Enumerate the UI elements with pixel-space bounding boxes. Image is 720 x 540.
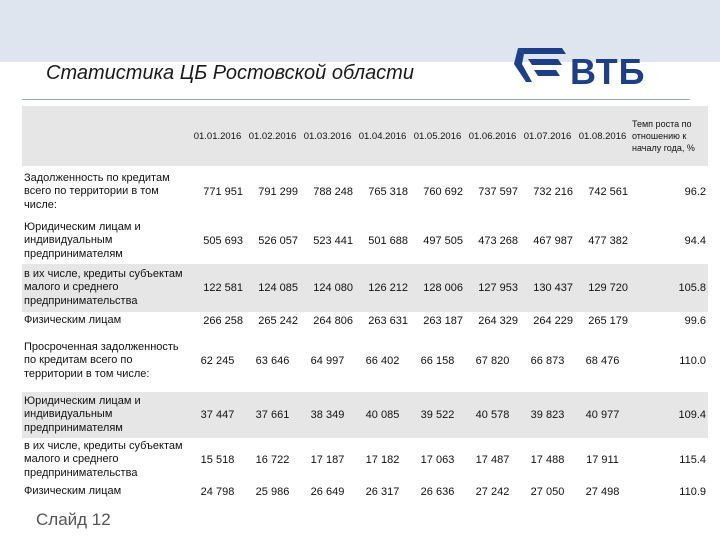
cell-value: 523 441 [313, 235, 353, 247]
cell-value: 62 245 [200, 355, 235, 367]
cell-value: 24 798 [200, 486, 235, 498]
cell-value: 27 498 [585, 486, 620, 498]
column-header: 01.03.2016 [300, 106, 355, 166]
cell-value: 732 216 [533, 186, 573, 198]
cell-value: 124 085 [245, 264, 300, 312]
growth-value: 110.0 [679, 355, 706, 367]
cell-value: 16 722 [255, 454, 290, 466]
table-row [22, 330, 708, 392]
cell-value: 737 597 [478, 186, 518, 198]
growth-value: 115.4 [679, 454, 706, 466]
cell-value: 126 212 [355, 264, 410, 312]
cell-value: 501 688 [368, 235, 408, 247]
cell-value: 477 382 [588, 235, 628, 247]
cell-value: 17 063 [420, 454, 455, 466]
cell-value: 264 229 [533, 315, 573, 327]
cell-value: 127 953 [465, 264, 520, 312]
cell-value: 26 649 [310, 486, 345, 498]
table-row [22, 392, 708, 438]
cell-value: 26 636 [420, 486, 455, 498]
cell-value: 505 693 [203, 235, 243, 247]
growth-value: 110.9 [679, 486, 706, 498]
cell-value: 130 437 [520, 264, 575, 312]
cell-value: 17 187 [310, 454, 345, 466]
cell-value: 40 578 [465, 392, 520, 438]
cell-value: 15 518 [200, 454, 235, 466]
cell-value: 497 505 [423, 235, 463, 247]
cell-value: 37 447 [190, 392, 245, 438]
table-row [22, 312, 708, 330]
growth-value: 109.4 [630, 392, 708, 438]
table-row [22, 482, 708, 502]
row-label: Юридическим лицам и индивидуальным предпринимателям [22, 392, 190, 438]
cell-value: 40 085 [355, 392, 410, 438]
cell-value: 26 317 [365, 486, 400, 498]
growth-value: 96.2 [684, 186, 706, 198]
slide-number: Слайд 12 [36, 510, 111, 529]
cell-value: 67 820 [475, 355, 510, 367]
cell-value: 122 581 [190, 264, 245, 312]
table-header-row [22, 106, 708, 166]
cell-value: 788 248 [313, 186, 353, 198]
cell-value: 39 522 [410, 392, 465, 438]
cell-value: 17 487 [475, 454, 510, 466]
cell-value: 765 318 [368, 186, 408, 198]
cell-value: 128 006 [410, 264, 465, 312]
row-label: в их числе, кредиты субъектам малого и среднего предпринимательства [22, 264, 190, 312]
vtb-logo [512, 44, 646, 96]
cell-value: 265 179 [588, 315, 628, 327]
table-row [22, 166, 708, 218]
vtb-logo-text: ВТБ [570, 51, 646, 92]
cell-value: 742 561 [588, 186, 628, 198]
column-header: 01.04.2016 [355, 106, 410, 166]
cell-value: 37 661 [245, 392, 300, 438]
cell-value: 526 057 [258, 235, 298, 247]
cell-value: 63 646 [255, 355, 290, 367]
cell-value: 760 692 [423, 186, 463, 198]
cell-value: 473 268 [478, 235, 518, 247]
cell-value: 39 823 [520, 392, 575, 438]
cell-value: 17 488 [530, 454, 565, 466]
label-header [22, 106, 190, 166]
cell-value: 17 182 [365, 454, 400, 466]
column-header: 01.08.2016 [575, 106, 630, 166]
cell-value: 264 329 [478, 315, 518, 327]
cell-value: 66 158 [420, 355, 455, 367]
growth-value: 94.4 [684, 235, 706, 247]
growth-value: 105.8 [630, 264, 708, 312]
row-label: в их числе, кредиты субъектам малого и среднего предпринимательства [24, 439, 183, 479]
cell-value: 66 402 [365, 355, 400, 367]
column-header: 01.05.2016 [410, 106, 465, 166]
slide-title: Статистика ЦБ Ростовской области [46, 62, 414, 84]
cell-value: 124 080 [300, 264, 355, 312]
cell-value: 27 242 [475, 486, 510, 498]
cell-value: 264 806 [313, 315, 353, 327]
cell-value: 129 720 [575, 264, 630, 312]
cell-value: 771 951 [203, 186, 243, 198]
column-header: 01.07.2016 [520, 106, 575, 166]
cell-value: 265 242 [258, 315, 298, 327]
header-rule [22, 99, 690, 100]
cell-value: 25 986 [255, 486, 290, 498]
cell-value: 263 187 [423, 315, 463, 327]
table-row [22, 438, 708, 482]
column-header: 01.06.2016 [465, 106, 520, 166]
table-row [22, 218, 708, 264]
cell-value: 66 873 [530, 355, 565, 367]
row-label: Физическим лицам [24, 314, 122, 327]
row-label: Юридическим лицам и индивидуальным предпринимателям [24, 220, 141, 260]
column-header: 01.01.2016 [190, 106, 245, 166]
row-label: Просроченная задолженность по кредитам всего по территории в том числе: [24, 340, 179, 380]
cell-value: 17 911 [586, 454, 619, 466]
growth-header: Темп роста по отношению к началу года, % [630, 106, 708, 166]
cell-value: 791 299 [258, 186, 298, 198]
growth-value: 99.6 [684, 315, 706, 327]
table-row [22, 264, 708, 312]
cell-value: 27 050 [530, 486, 565, 498]
vtb-logo-icon [512, 44, 568, 88]
cell-value: 68 476 [585, 355, 620, 367]
cell-value: 40 977 [575, 392, 630, 438]
column-header: 01.02.2016 [245, 106, 300, 166]
row-label: Физическим лицам [24, 485, 122, 498]
row-label: Задолженность по кредитам всего по территории в том числе: [24, 171, 170, 211]
cell-value: 38 349 [300, 392, 355, 438]
cell-value: 467 987 [533, 235, 573, 247]
cell-value: 64 997 [310, 355, 345, 367]
cell-value: 263 631 [368, 315, 408, 327]
cell-value: 266 258 [203, 315, 243, 327]
statistics-table [22, 106, 708, 502]
